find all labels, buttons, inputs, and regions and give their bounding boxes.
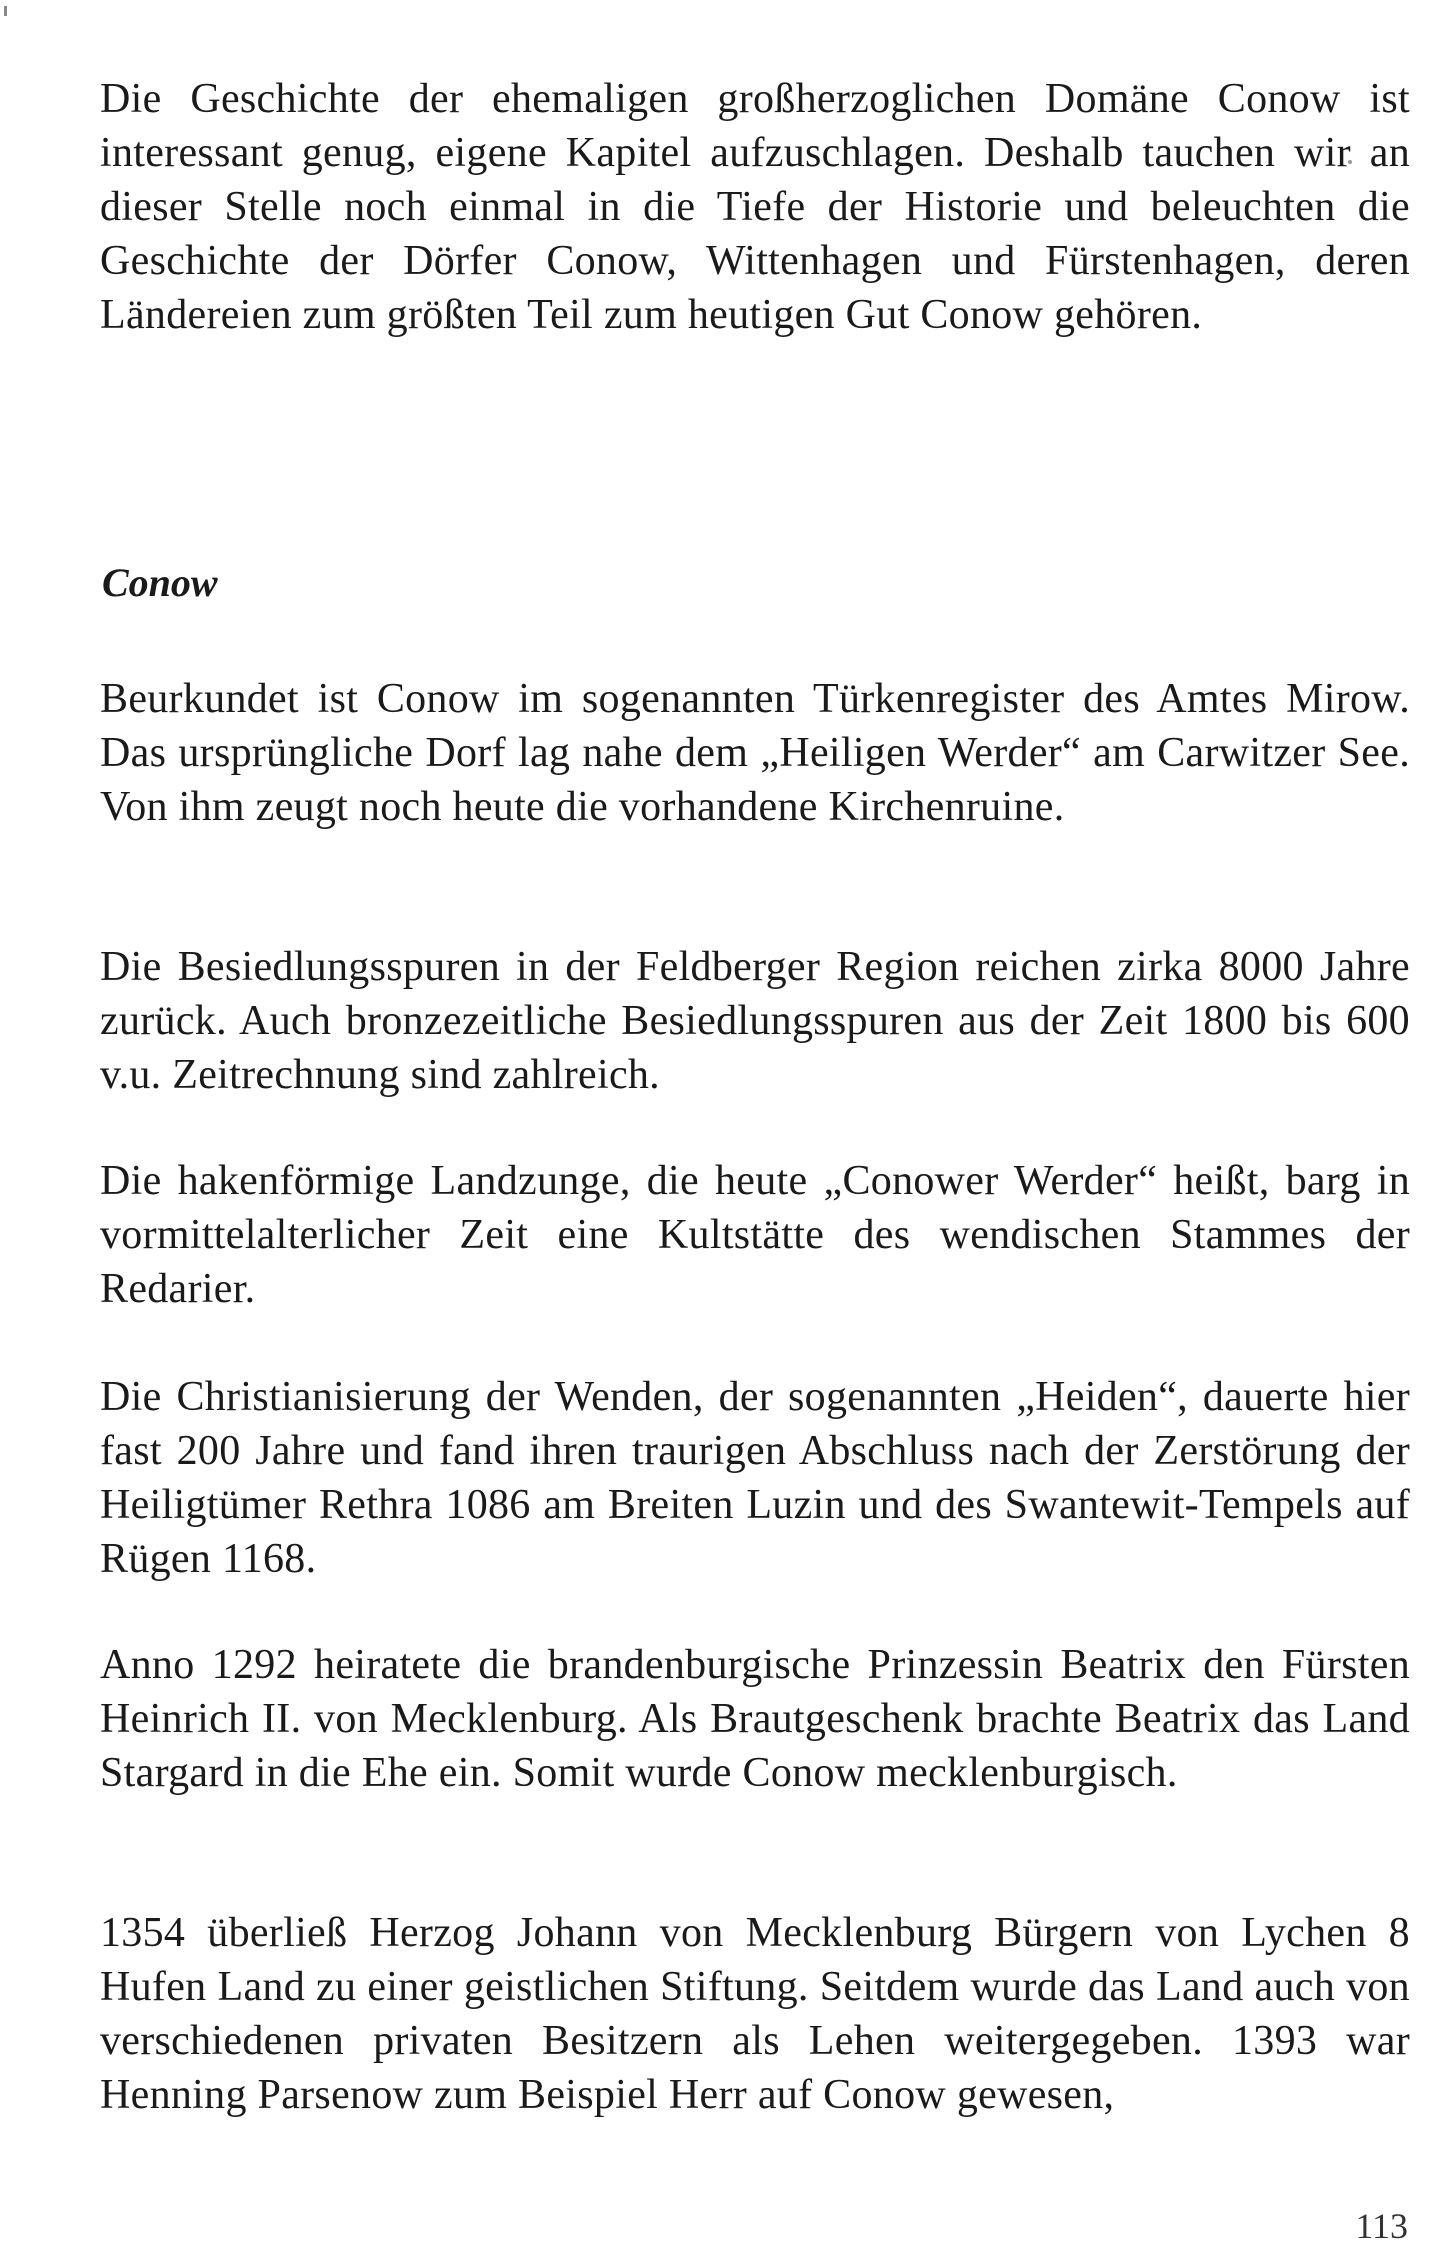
paragraph-christianisierung: Die Christianisierung der Wenden, der sogenannten „Heiden“, dauerte hier fast 200 Jahre und fand ihren traurigen Abschluss nach der Zerstörung der Heiligtümer Rethra 1086 am Breiten Luzin und des Swantewit-Tempels auf Rügen 1168. <box>100 1374 1410 1582</box>
paragraph-tuerkenregister: Beurkundet ist Conow im sogenannten Türkenregister des Amtes Mirow. Das ursprüngliche Dorf lag nahe dem „Heiligen Werder“ am Carwitzer See. Von ihm zeugt noch heute die vorhandene Kirchenruine. <box>100 676 1410 830</box>
intro-paragraph: Die Geschichte der ehemaligen großherzoglichen Domäne Conow ist interessant genug, eigene Kapitel aufzuschlagen. Deshalb tauchen wir an dieser Stelle noch einmal in die Tiefe der Historie und beleuchten die Geschichte der Dörfer Conow, Wittenhagen und Fürstenhagen, deren Ländereien zum größten Teil zum heutigen Gut Conow gehören. <box>100 76 1410 338</box>
page-number: 113 <box>1355 2206 1408 2246</box>
section-heading-conow: Conow <box>102 560 218 605</box>
paragraph-landzunge: Die hakenförmige Landzunge, die heute „Conower Werder“ heißt, barg in vormittelalterlicher Zeit eine Kultstätte des wendischen Stammes der Redarier. <box>100 1158 1410 1312</box>
paragraph-besiedlungsspuren: Die Besiedlungsspuren in der Feldberger Region reichen zirka 8000 Jahre zurück. Auch bronzezeitliche Besiedlungsspuren aus der Zeit 1800 bis 600 v.u. Zeitrechnung sind zahlreich. <box>100 944 1410 1098</box>
paragraph-anno-1292: Anno 1292 heiratete die brandenburgische Prinzessin Beatrix den Fürsten Heinrich II. von Mecklenburg. Als Brautgeschenk brachte Beatrix das Land Stargard in die Ehe ein. Somit wurde Conow mecklenburgisch. <box>100 1642 1410 1796</box>
scan-edge-mark <box>4 6 7 16</box>
paragraph-1354: 1354 überließ Herzog Johann von Mecklenburg Bürgern von Lychen 8 Hufen Land zu einer geistlichen Stiftung. Seitdem wurde das Land auch von verschiedenen privaten Besitzern als Lehen weitergegeben. 1393 war Henning Parsenow zum Beispiel Herr auf Conow gewesen, <box>100 1910 1410 2118</box>
